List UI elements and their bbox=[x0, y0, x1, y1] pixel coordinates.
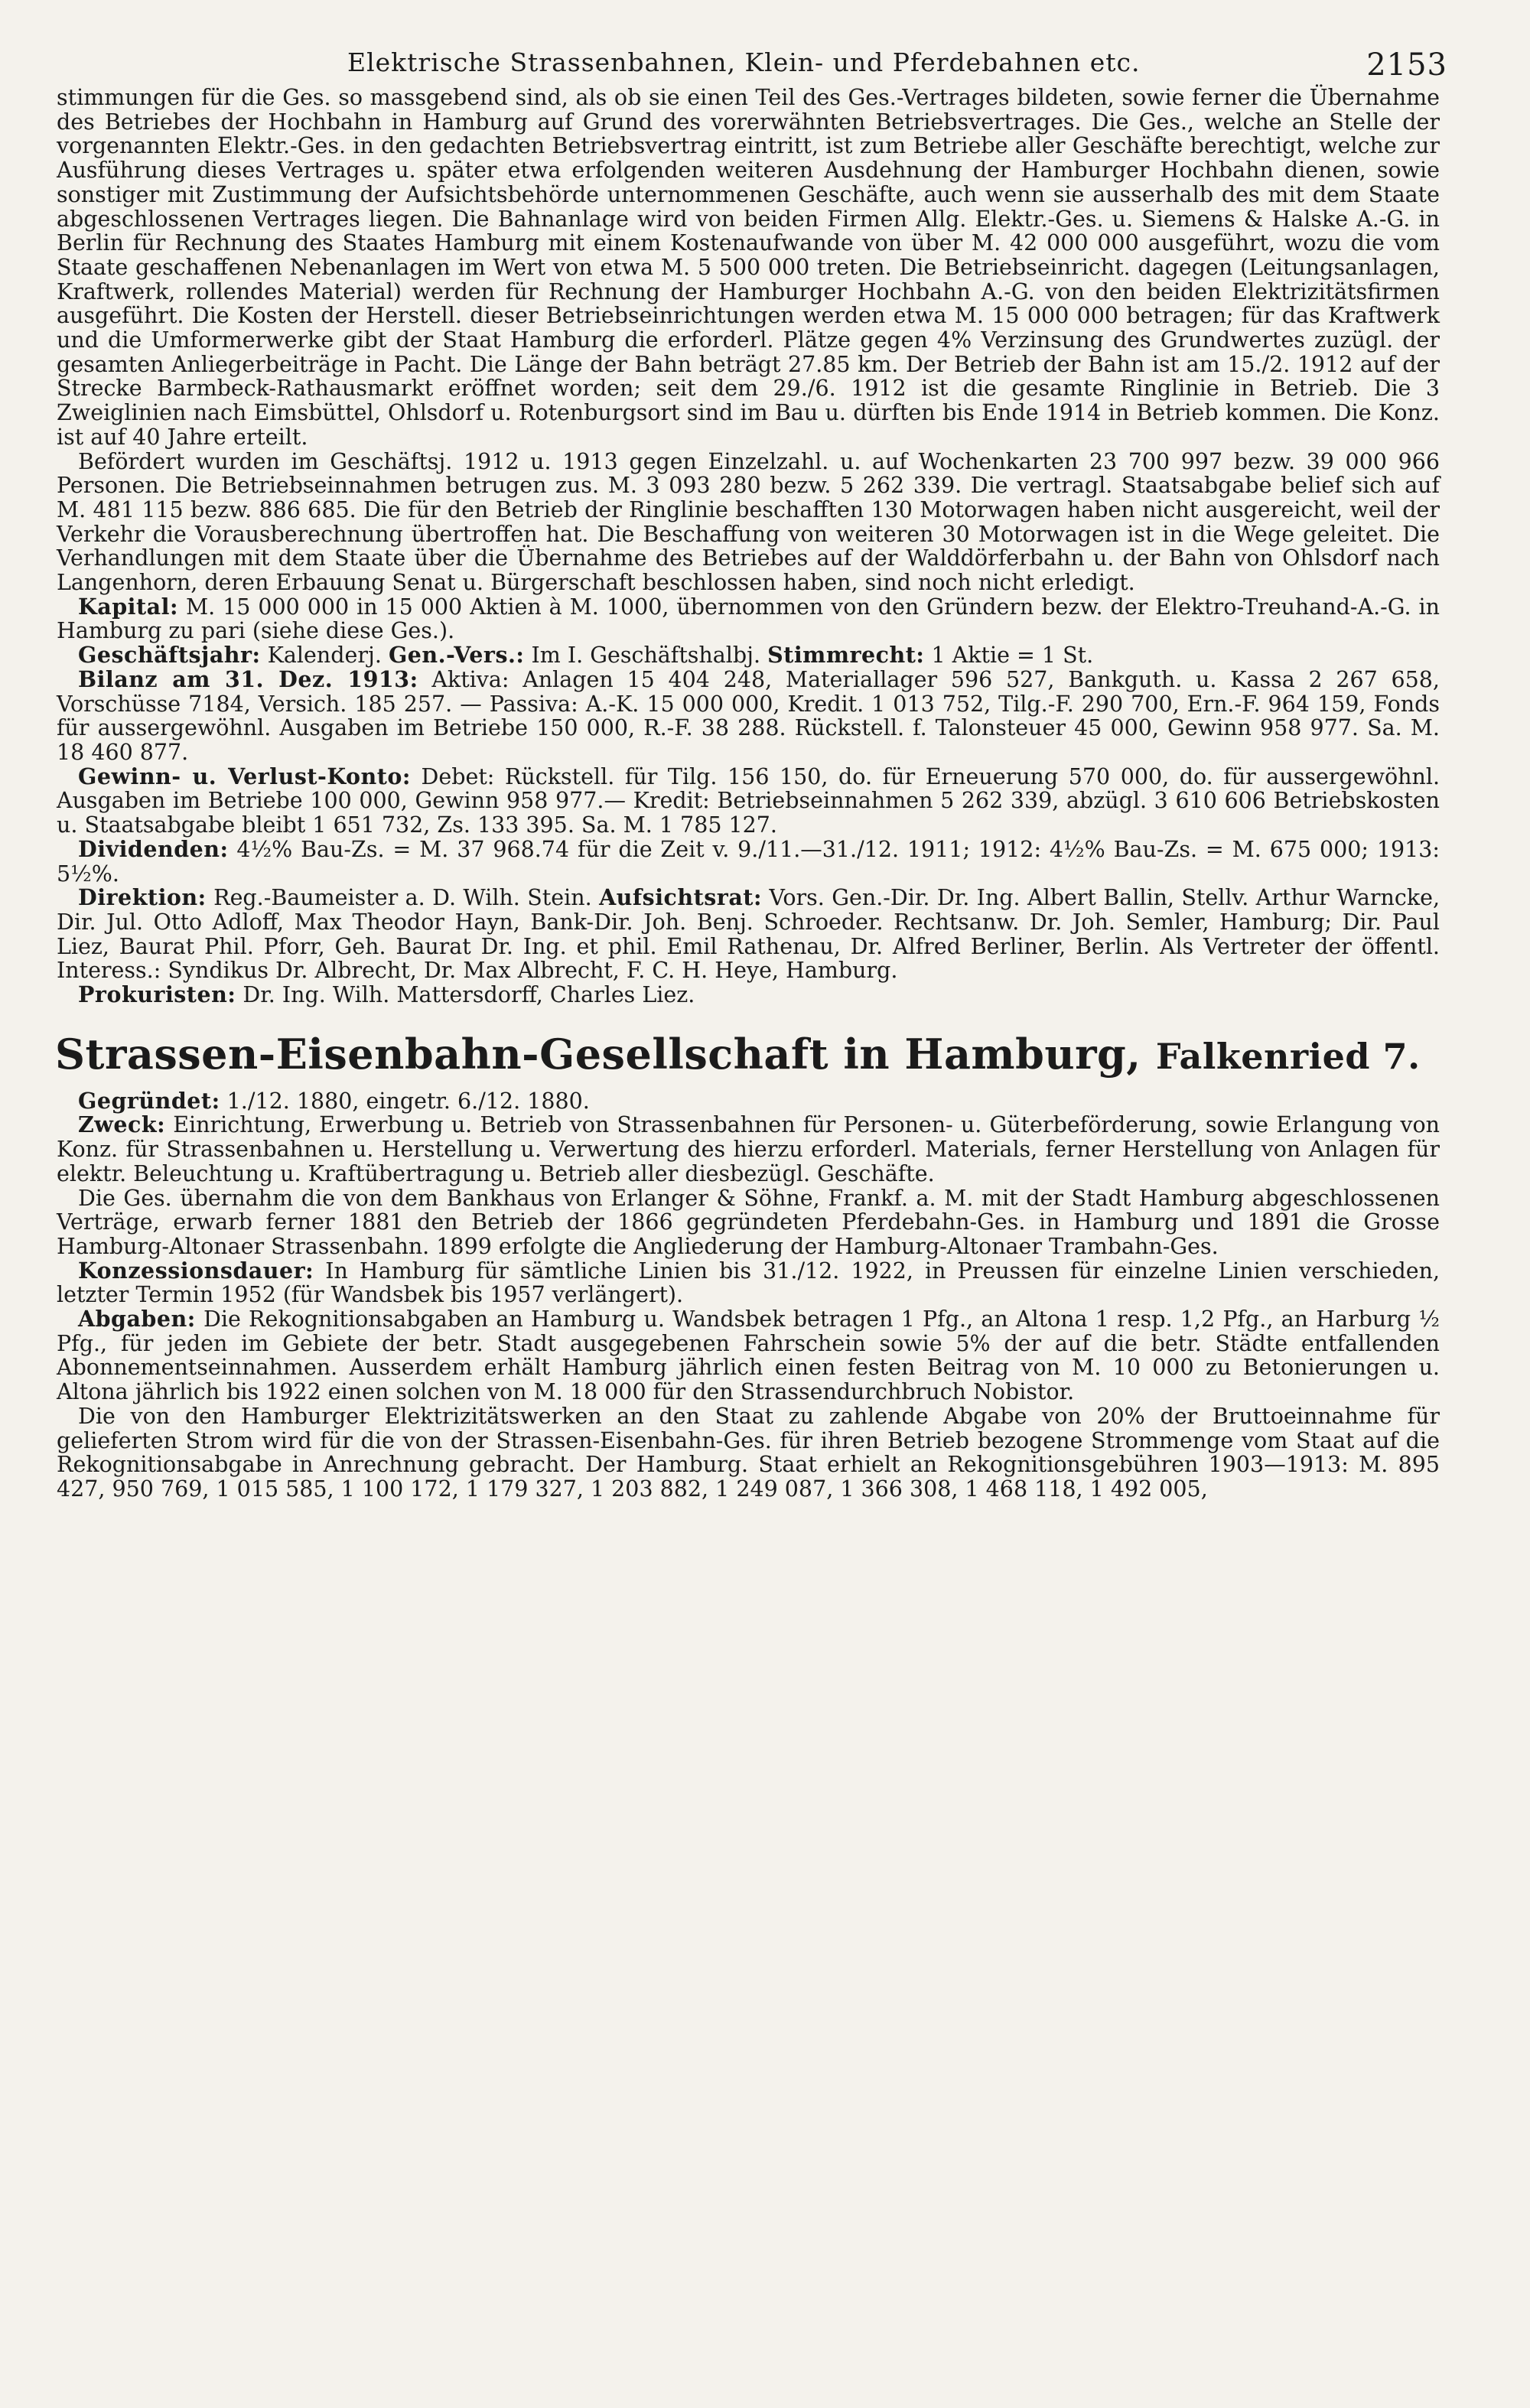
running-head-title: Elektrische Strassenbahnen, Klein- und Pferdebahnen etc. bbox=[347, 47, 1141, 77]
zweck-entry bbox=[57, 1113, 1440, 1186]
prok-label: Prokuristen: bbox=[78, 981, 236, 1008]
gegruendet-entry bbox=[57, 1089, 1440, 1114]
page-number: 2153 bbox=[1366, 47, 1447, 83]
kapital-text: M. 15 000 000 in 15 000 Aktien à M. 1000, übernommen von den Gründern bezw. der Elektro-Treuhand-A.-G. in Hamburg zu pari (siehe diese Ges.). bbox=[57, 594, 1440, 644]
dir-text: Reg.-Baumeister a. D. Wilh. Stein. bbox=[213, 885, 592, 911]
running-head bbox=[57, 40, 1447, 86]
geschaeftsjahr-entry bbox=[57, 643, 1440, 668]
prokuristen-entry bbox=[57, 983, 1440, 1007]
gewinn-label: Gewinn- u. Verlust-Konto: bbox=[78, 763, 411, 789]
paragraph-betrieb: stimmungen für die Ges. so massgebend sind, als ob sie einen Teil des Ges.-Vertrages bildeten, sowie ferner die Übernahme des Betriebes der Hochbahn in Hamburg auf Grund des vorerwähnten Betriebsvertrages. Die Ges., welche an Stelle der vorgenannten Elektr.-Ges. in den gedachten Betriebsvertrag eintritt, ist zum Betriebe aller Geschäfte berechtigt, welche zur Ausführung dieses Vertrages u. später etwa erfolgenden weiteren Ausdehnung der Hamburger Hochbahn dienen, sowie sonstiger mit Zustimmung der Aufsichtsbehörde unternommenen Geschäfte, auch wenn sie ausserhalb des mit dem Staate abgeschlossenen Vertrages liegen. Die Bahnanlage wird von beiden Firmen Allg. Elektr.-Ges. u. Siemens & Halske A.-G. in Berlin für Rechnung des Staates Hamburg mit einem Kostenaufwande von über M. 42 000 000 ausgeführt, wozu die vom Staate geschaffenen Nebenanlagen im Wert von etwa M. 5 500 000 treten. Die Betriebseinricht. dagegen (Leitungsanlagen, Kraftwerk, rollendes Material) werden für Rechnung der Hamburger Hochbahn A.-G. von den beiden Elektrizitätsfirmen ausgeführt. Die Kosten der Herstell. dieser Betriebseinrichtungen werden etwa M. 15 000 000 betragen; für das Kraftwerk und die Umformerwerke gibt der Staat Hamburg die erforderl. Plätze gegen 4% Verzinsung des Grundwertes zuzügl. der gesamten Anliegerbeiträge in Pacht. Die Länge der Bahn beträgt 27.85 km. Der Betrieb der Bahn ist am 15./2. 1912 auf der Strecke Barmbeck-Rathausmarkt eröffnet worden; seit dem 29./6. 1912 ist die gesamte Ringlinie in Betrieb. Die 3 Zweiglinien nach Eimsbüttel, Ohlsdorf u. Rotenburgsort sind im Bau u. dürften bis Ende 1914 in Betrieb kommen. Die Konz. ist auf 40 Jahre erteilt. bbox=[57, 85, 1440, 450]
company-name: Strassen-Eisenbahn-Gesellschaft in Hamburg, bbox=[55, 1029, 1141, 1079]
ar-label: Aufsichtsrat: bbox=[599, 884, 762, 911]
konz-label: Konzessionsdauer: bbox=[78, 1257, 314, 1284]
kapital-label: Kapital: bbox=[78, 593, 178, 620]
gegr-label: Gegründet: bbox=[78, 1087, 220, 1114]
gv-text: Im I. Geschäftshalbj. bbox=[531, 643, 761, 669]
section-hochbahn bbox=[57, 86, 1440, 1007]
abgaben-entry bbox=[57, 1307, 1440, 1404]
konz-text: In Hamburg für sämtliche Linien bis 31./12. 1922, in Preussen für einzelne Linien verschieden, letzter Termin 1952 (für Wandsbek bis 1957 verlängert). bbox=[57, 1258, 1440, 1308]
gv-label: Gen.-Vers.: bbox=[388, 642, 525, 669]
paragraph-rekognition: Die von den Hamburger Elektrizitätswerken an den Staat zu zahlende Abgabe von 20% der Bruttoeinnahme für gelieferten Strom wird für die von der Strassen-Eisenbahn-Ges. für ihren Betrieb bezogene Strommenge vom Staat auf die Rekognitionsabgabe in Anrechnung gebracht. Der Hamburg. Staat erhielt an Rekognitionsgebühren 1903—1913: M. 895 427, 950 769, 1 015 585, 1 100 172, 1 179 327, 1 203 882, 1 249 087, 1 366 308, 1 468 118, 1 492 005, bbox=[57, 1403, 1440, 1502]
dividenden-entry bbox=[57, 835, 1440, 887]
kapital-entry bbox=[57, 595, 1440, 643]
gewinn-text: Debet: Rückstell. für Tilg. 156 150, do. für Erneuerung 570 000, do. für aussergewöhnl. Ausgaben im Betriebe 100 000, Gewinn 958 977.— Kredit: Betriebseinnahmen 5 262 339, abzügl. 3 610 606 Betriebskosten u. Staatsabgabe bleibt 1 651 732, Zs. 133 395. Sa. M. 1 785 127. bbox=[57, 763, 1440, 838]
gj-text: Kalenderj. bbox=[267, 643, 382, 669]
prok-text: Dr. Ing. Wilh. Mattersdorff, Charles Liez. bbox=[243, 982, 695, 1008]
div-text: 4½% Bau-Zs. = M. 37 968.74 für die Zeit v. 9./11.—31./12. 1911; 1912: 4½% Bau-Zs. = M. 675 000; 1913: 5½%. bbox=[57, 836, 1440, 887]
dir-label: Direktion: bbox=[78, 884, 207, 911]
paragraph-befoerdert: Befördert wurden im Geschäftsj. 1912 u. 1913 gegen Einzelzahl. u. auf Wochenkarten 23 700 997 bezw. 39 000 966 Personen. Die Betriebseinnahmen betrugen zus. M. 3 093 280 bezw. 5 262 339. Die vertragl. Staatsabgabe belief sich auf M. 481 115 bezw. 886 685. Die für den Betrieb der Ringlinie beschafften 130 Motorwagen haben nicht ausgereicht, weil der Verkehr die Vorausberechnung übertroffen hat. Die Beschaffung von weiteren 30 Motorwagen ist in die Wege geleitet. Die Verhandlungen mit dem Staate über die Übernahme des Betriebes auf der Walddörferbahn u. der Bahn von Ohlsdorf nach Langenhorn, deren Erbauung Senat u. Bürgerschaft beschlossen haben, sind noch nicht erledigt. bbox=[57, 448, 1440, 596]
direktion-entry bbox=[57, 886, 1440, 983]
abg-label: Abgaben: bbox=[78, 1306, 196, 1333]
gewinn-entry bbox=[57, 765, 1440, 838]
ar-text: Vors. Gen.-Dir. Dr. Ing. Albert Ballin, Stellv. Arthur Warncke, Dir. Jul. Otto Adloff, Max Theodor Hayn, Bank-Dir. Joh. Benj. Schroeder. Rechtsanw. Dr. Joh. Semler, Hamburg; Dir. Paul Liez, Baurat Phil. Pforr, Geh. Baurat Dr. Ing. et phil. Emil Rathenau, Dr. Alfred Berliner, Berlin. Als Vertreter der öffentl. Interess.: Syndikus Dr. Albrecht, Dr. Max Albrecht, F. C. H. Heye, Hamburg. bbox=[57, 885, 1440, 984]
gj-label: Geschäftsjahr: bbox=[78, 642, 261, 669]
bilanz-text: Aktiva: Anlagen 15 404 248, Materiallager 596 527, Bankguth. u. Kassa 2 267 658, Vorschüsse 7184, Versich. 185 257. — Passiva: A.-K. 15 000 000, Kredit. 1 013 752, Tilg.-F. 290 700, Ern.-F. 964 159, Fonds für aussergewöhnl. Ausgaben im Betriebe 150 000, R.-F. 38 288. Rückstell. f. Talonsteuer 45 000, Gewinn 958 977. Sa. M. 18 460 877. bbox=[57, 666, 1440, 765]
bilanz-entry bbox=[57, 665, 1440, 765]
bilanz-label: Bilanz am 31. Dez. 1913: bbox=[78, 665, 418, 692]
stimm-label: Stimmrecht: bbox=[767, 642, 925, 669]
stimm-text: 1 Aktie = 1 St. bbox=[931, 643, 1094, 669]
zweck-label: Zweck: bbox=[78, 1111, 166, 1138]
section-strassen-eisenbahn bbox=[57, 1089, 1440, 1502]
zweck-text: Einrichtung, Erwerbung u. Betrieb von Strassenbahnen für Personen- u. Güterbeförderung, sowie Erlangung von Konz. für Strassenbahnen u. Herstellung u. Verwertung des hierzu erforderl. Materials, ferner Herstellung von Anlagen für elektr. Beleuchtung u. Kraftübertragung u. Betrieb aller diesbezügl. Geschäfte. bbox=[57, 1112, 1440, 1186]
konzession-entry bbox=[57, 1259, 1440, 1307]
gegr-text: 1./12. 1880, eingetr. 6./12. 1880. bbox=[226, 1088, 590, 1114]
company-address: Falkenried 7. bbox=[1155, 1035, 1421, 1077]
abg-text: Die Rekognitionsabgaben an Hamburg u. Wandsbek betragen 1 Pfg., an Altona 1 resp. 1,2 Pfg., an Harburg ½ Pfg., für jeden im Gebiete der betr. Stadt ausgegebenen Fahrschein sowie 5% der auf die betr. Städte entfallenden Abonnementseinnahmen. Ausserdem erhält Hamburg jährlich einen festen Beitrag von M. 10 000 zu Betonierungen u. Altona jährlich bis 1922 einen solchen von M. 18 000 für den Strassendurchbruch Nobistor. bbox=[57, 1307, 1440, 1405]
paragraph-uebernahme: Die Ges. übernahm die von dem Bankhaus von Erlanger & Söhne, Frankf. a. M. mit der Stadt Hamburg abgeschlossenen Verträge, erwarb ferner 1881 den Betrieb der 1866 gegründeten Pferdebahn-Ges. in Hamburg und 1891 die Grosse Hamburg-Altonaer Strassenbahn. 1899 erfolgte die Angliederung der Hamburg-Altonaer Trambahn-Ges. bbox=[57, 1185, 1440, 1259]
div-label: Dividenden: bbox=[78, 835, 229, 862]
company-heading bbox=[55, 1029, 1440, 1082]
